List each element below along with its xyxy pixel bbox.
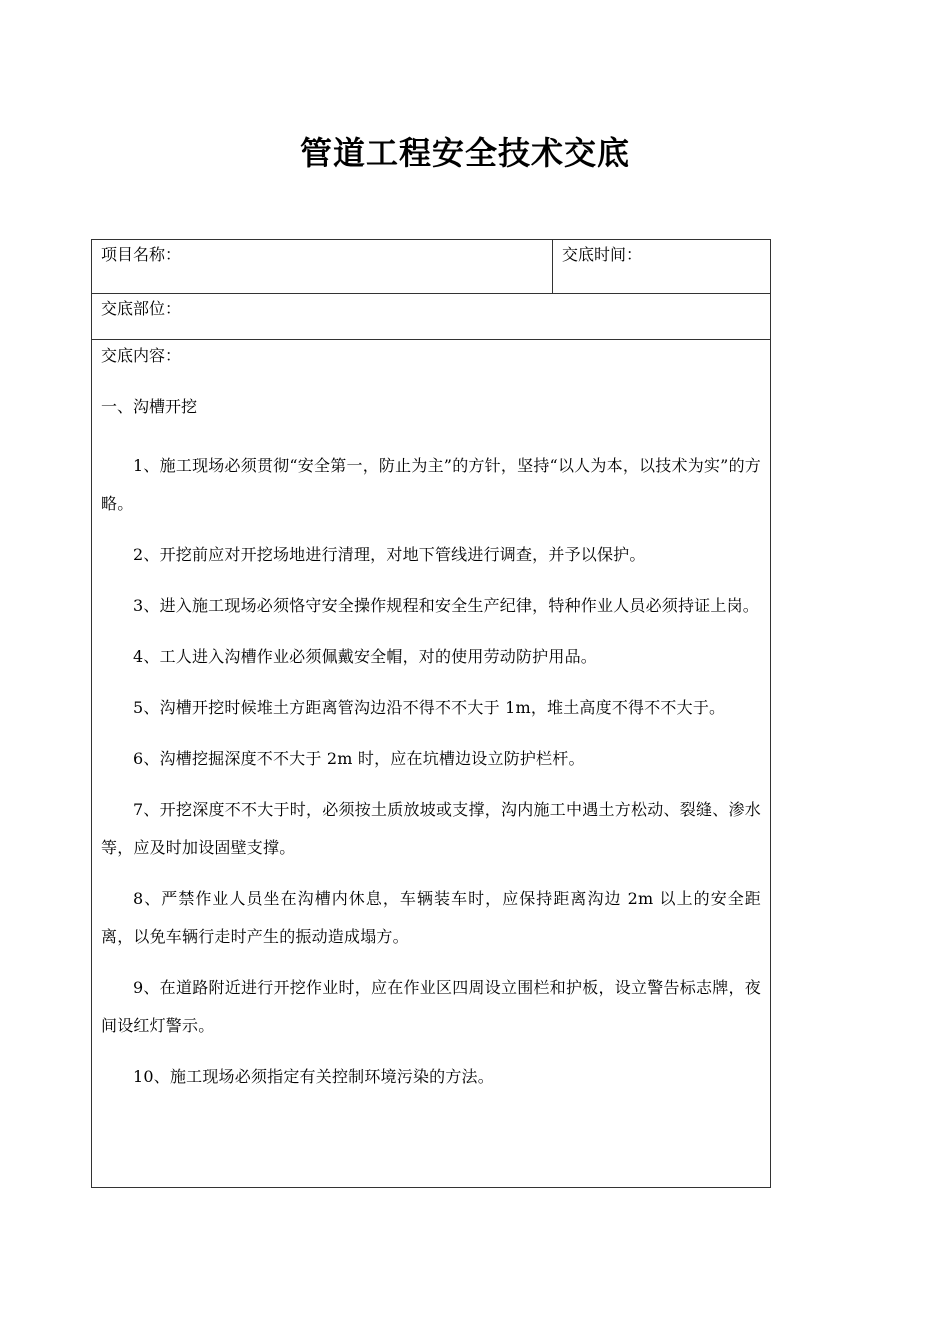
briefing-time-field: 交底时间： [562, 245, 643, 264]
content-item: 6、沟槽挖掘深度不不大于 2m 时，应在坑槽边设立防护栏杆。 [133, 749, 585, 768]
document-title: 管道工程安全技术交底 [299, 134, 630, 172]
project-name-field: 项目名称： [92, 240, 553, 293]
briefing-form-table [91, 239, 771, 1188]
content-item: 4、工人进入沟槽作业必须佩戴安全帽，对的使用劳动防护用品。 [133, 647, 597, 666]
content-item: 9、在道路附近进行开挖作业时，应在作业区四周设立围栏和护板，设立警告标志牌，夜间设红灯警示。 [101, 978, 761, 1035]
content-row [92, 340, 770, 1187]
content-item: 1、施工现场必须贯彻“安全第一，防止为主”的方针，坚持“以人为本，以技术为实”的方略。 [101, 456, 761, 513]
location-row [92, 294, 770, 340]
briefing-location-field: 交底部位： [101, 299, 182, 318]
content-item: 10、施工现场必须指定有关控制环境污染的方法。 [133, 1067, 494, 1086]
content-item: 2、开挖前应对开挖场地进行清理，对地下管线进行调查，并予以保护。 [133, 545, 646, 564]
section-heading: 一、沟槽开挖 [101, 397, 198, 416]
project-row [92, 240, 770, 294]
content-item: 5、沟槽开挖时候堆土方距离管沟边沿不得不不大于 1m，堆土高度不得不不大于。 [133, 698, 726, 717]
content-item: 3、进入施工现场必须恪守安全操作规程和安全生产纪律，特种作业人员必须持证上岗。 [133, 596, 759, 615]
content-item: 8、严禁作业人员坐在沟槽内休息，车辆装车时，应保持距离沟边 2m 以上的安全距离，以免车辆行走时产生的振动造成塌方。 [101, 889, 761, 946]
briefing-content-cell [92, 340, 770, 1187]
content-item: 7、开挖深度不不大于时，必须按土质放坡或支撑，沟内施工中遇土方松动、裂缝、渗水等，应及时加设固壁支撑。 [101, 800, 761, 857]
briefing-content-label: 交底内容： [101, 346, 182, 365]
